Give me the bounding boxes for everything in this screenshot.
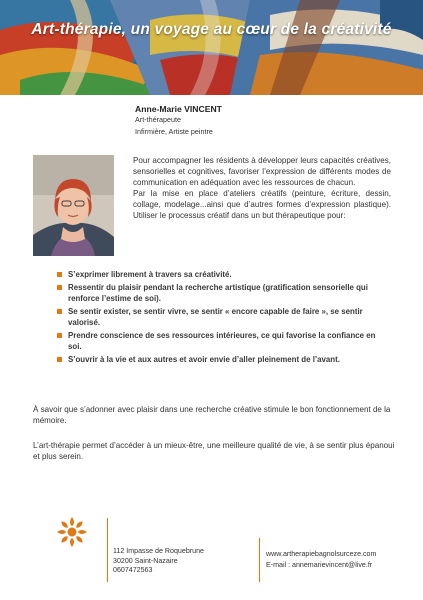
footer-divider [259, 538, 260, 582]
email-link[interactable]: E-mail : annemarievincent@live.fr [266, 561, 373, 569]
person-role-2: Infirmière, Artiste peintre [135, 126, 213, 136]
list-item: S’exprimer librement à travers sa créativité. [57, 269, 382, 280]
header-banner [0, 0, 423, 95]
bullet-square-icon [57, 285, 62, 290]
bullet-square-icon [57, 357, 62, 362]
person-role-1: Art-thérapeute [135, 115, 181, 124]
address-line-2: 30200 Saint-Nazaire [113, 556, 178, 565]
intro-text [133, 155, 391, 221]
bullet-square-icon [57, 333, 62, 338]
bullet-square-icon [57, 309, 62, 314]
wellbeing-paragraph: L’art-thérapie permet d’accéder à un mieux-être, une meilleure qualité de vie, à se sentir plus épanoui et plus serein. [33, 441, 395, 461]
header-title: Art-thérapie, un voyage au cœur de la créativité [31, 21, 392, 38]
footer-contact [266, 549, 376, 571]
benefits-list [57, 269, 382, 367]
footer-divider [107, 518, 108, 582]
list-item: Ressentir du plaisir pendant la recherche artistique (gratification sensorielle qui renforce l’estime de soi). [57, 282, 382, 304]
address-line-1: 112 Impasse de Roquebrune [113, 547, 204, 555]
list-item: Prendre conscience de ses ressources intérieures, ce qui favorise la confiance en soi. [57, 330, 382, 352]
sun-logo-icon [56, 516, 88, 553]
phone-number: 0607472563 [113, 566, 153, 575]
website-link[interactable]: www.artherapiebagnolsurceze.com [266, 550, 377, 558]
portrait-photo [33, 155, 114, 256]
intro-paragraph-2: Par la mise en place d’ateliers créatifs (peinture, écriture, dessin, collage, modelage...ainsi que d’autres formes d’expression plastique). Utiliser le processus créatif dans un but thérapeutique pour: [133, 189, 391, 220]
memory-paragraph: À savoir que s’adonner avec plaisir dans une recherche créative stimule le bon fonctionnement de la mémoire. [33, 405, 391, 425]
footer-address [113, 547, 204, 576]
list-item: Se sentir exister, se sentir vivre, se sentir « encore capable de faire », se sentir valorisé. [57, 306, 382, 328]
person-block [135, 104, 222, 137]
intro-paragraph-1: Pour accompagner les résidents à développer leurs capacités créatives, sensorielles et cognitives, favoriser l’expression de différents modes de communication en adéquation avec les ressources de chacun. [133, 156, 391, 187]
list-item: S’ouvrir à la vie et aux autres et avoir envie d’aller pleinement de l’avant. [57, 354, 382, 365]
paint-strokes-background [0, 0, 423, 95]
bullet-square-icon [57, 272, 62, 277]
person-name: Anne-Marie VINCENT [135, 104, 222, 114]
